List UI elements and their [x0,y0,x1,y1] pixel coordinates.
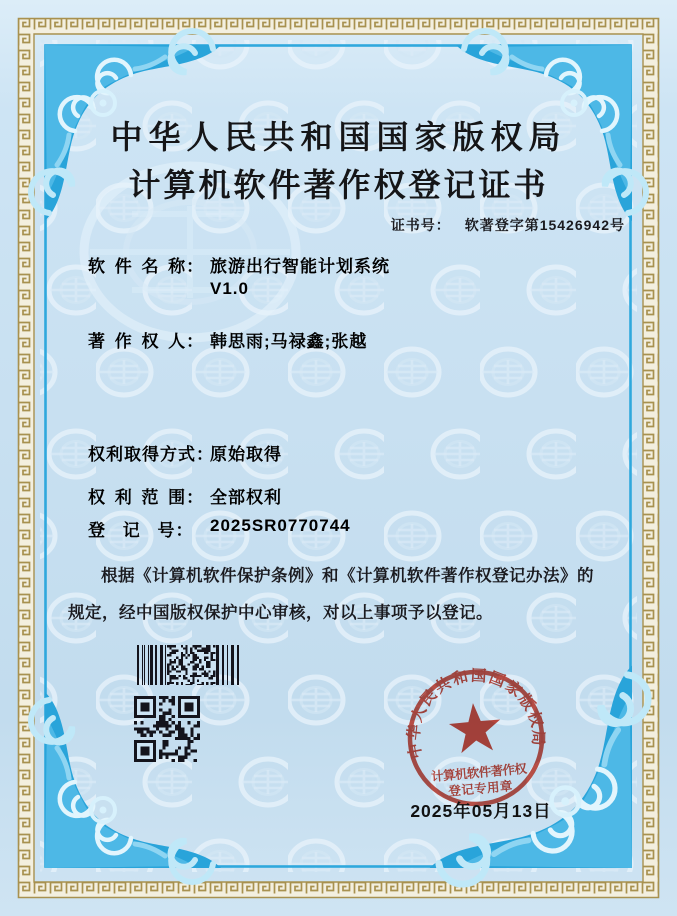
field-value: 旅游出行智能计划系统 [210,257,390,276]
field-value: 原始取得 [210,445,282,464]
registration-statement: 根据《计算机软件保护条例》和《计算机软件著作权登记办法》的规定，经中国版权保护中心审核，对以上事项予以登记。 [68,567,594,622]
field-label: 登 记 号： [88,521,194,540]
seal-center-line1: 计算机软件著作权 [430,761,528,785]
field-label: 软 件 名 称： [88,257,205,276]
field-value: V1.0 [210,279,249,298]
red-star-icon [447,701,502,754]
qr-code [134,696,200,762]
field-label: 著 作 权 人： [88,332,205,351]
barcode [137,645,240,685]
certificate-number-label: 证书号： [390,217,451,233]
certificate-number-value: 软著登字第15426942号 [464,217,625,233]
seal-center-line2: 登记专用章 [447,779,513,799]
field-value: 2025SR0770744 [210,516,351,535]
field-value: 韩思雨;马禄鑫;张越 [210,332,368,351]
certificate-number [391,215,625,235]
seal-ring-text: 中华人民共和国国家版权局 [405,667,547,761]
document-title: 计算机软件著作权登记证书 [128,167,549,203]
field-label: 权利取得方式： [88,445,214,464]
issue-date: 2025年05月13日 [410,801,552,821]
issuer-title: 中华人民共和国国家版权局 [110,119,567,155]
field-value: 全部权利 [210,488,282,507]
field-label: 权 利 范 围： [88,488,205,507]
